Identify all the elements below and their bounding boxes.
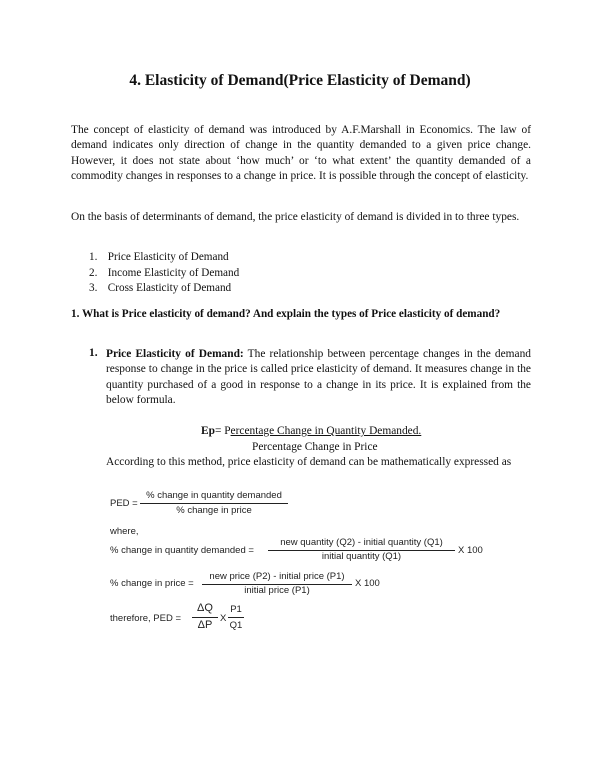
list-item: 1. Price Elasticity of Demand: [89, 251, 229, 263]
list-item: 2. Income Elasticity of Demand: [89, 266, 240, 279]
section-number: 1.: [89, 347, 98, 359]
qd-lhs: % change in quantity demanded =: [110, 545, 254, 556]
qd-denominator: initial quantity (Q1): [321, 551, 402, 562]
ped-numerator: % change in quantity demanded: [146, 490, 282, 501]
ped-body: The relationship between percentage changes in the demand response to change in the price is called price elasticity of demand. It measures change in the quantity purchased of a good in response to a change in its price. It is explained from the below formula.: [106, 348, 531, 407]
question-heading: 1. What is Price elasticity of demand? And explain the types of Price elasticity of demand?: [71, 308, 501, 320]
intro-paragraph: The concept of elasticity of demand was introduced by A.F.Marshall in Economics. The law of demand indicates only direction of change in the quantity demanded to a given price change. However, it does not state about ‘how much’ or ‘to what extent’ the quantity demanded of a commodity changes in responses to a change in price. It is possible through the concept of elasticity.: [71, 124, 531, 183]
ep-numerator: ercentage Change in Quantity Demanded.: [230, 425, 422, 437]
p-denominator: initial price (P1): [244, 585, 310, 596]
ped-denominator: % change in price: [176, 505, 252, 516]
fraction-bar: [228, 617, 244, 618]
p1-value: P1: [230, 604, 242, 615]
ped-lhs: PED =: [110, 498, 138, 509]
list-item: 3. Cross Elasticity of Demand: [89, 282, 232, 295]
p-numerator: new price (P2) - initial price (P1): [209, 571, 345, 582]
where-label: where,: [110, 526, 139, 537]
types-list: [89, 250, 239, 297]
ep-denominator: Percentage Change in Price: [252, 441, 378, 453]
delta-p: ΔP: [197, 619, 213, 631]
p-multiplier: X 100: [355, 578, 380, 589]
page-title: 4. Elasticity of Demand(Price Elasticity of Demand): [129, 72, 471, 89]
q1-value: Q1: [229, 620, 243, 631]
ped-heading: Price Elasticity of Demand:: [106, 348, 244, 360]
fraction-bar: [192, 617, 218, 618]
basis-paragraph: On the basis of determinants of demand, the price elasticity of demand is divided in to three types.: [71, 211, 520, 223]
ped-paragraph: [106, 347, 531, 409]
qd-multiplier: X 100: [458, 545, 483, 556]
p-lhs: % change in price =: [110, 578, 194, 589]
times-sign: X: [220, 613, 227, 624]
ep-formula: Ep= Percentage Change in Quantity Demanded.: [201, 425, 422, 437]
method-text: According to this method, price elasticity of demand can be mathematically expressed as: [106, 456, 512, 468]
fraction-bar: [140, 503, 288, 504]
delta-q: ΔQ: [197, 602, 213, 614]
therefore-label: therefore, PED =: [110, 613, 182, 624]
qd-numerator: new quantity (Q2) - initial quantity (Q1): [280, 537, 443, 548]
